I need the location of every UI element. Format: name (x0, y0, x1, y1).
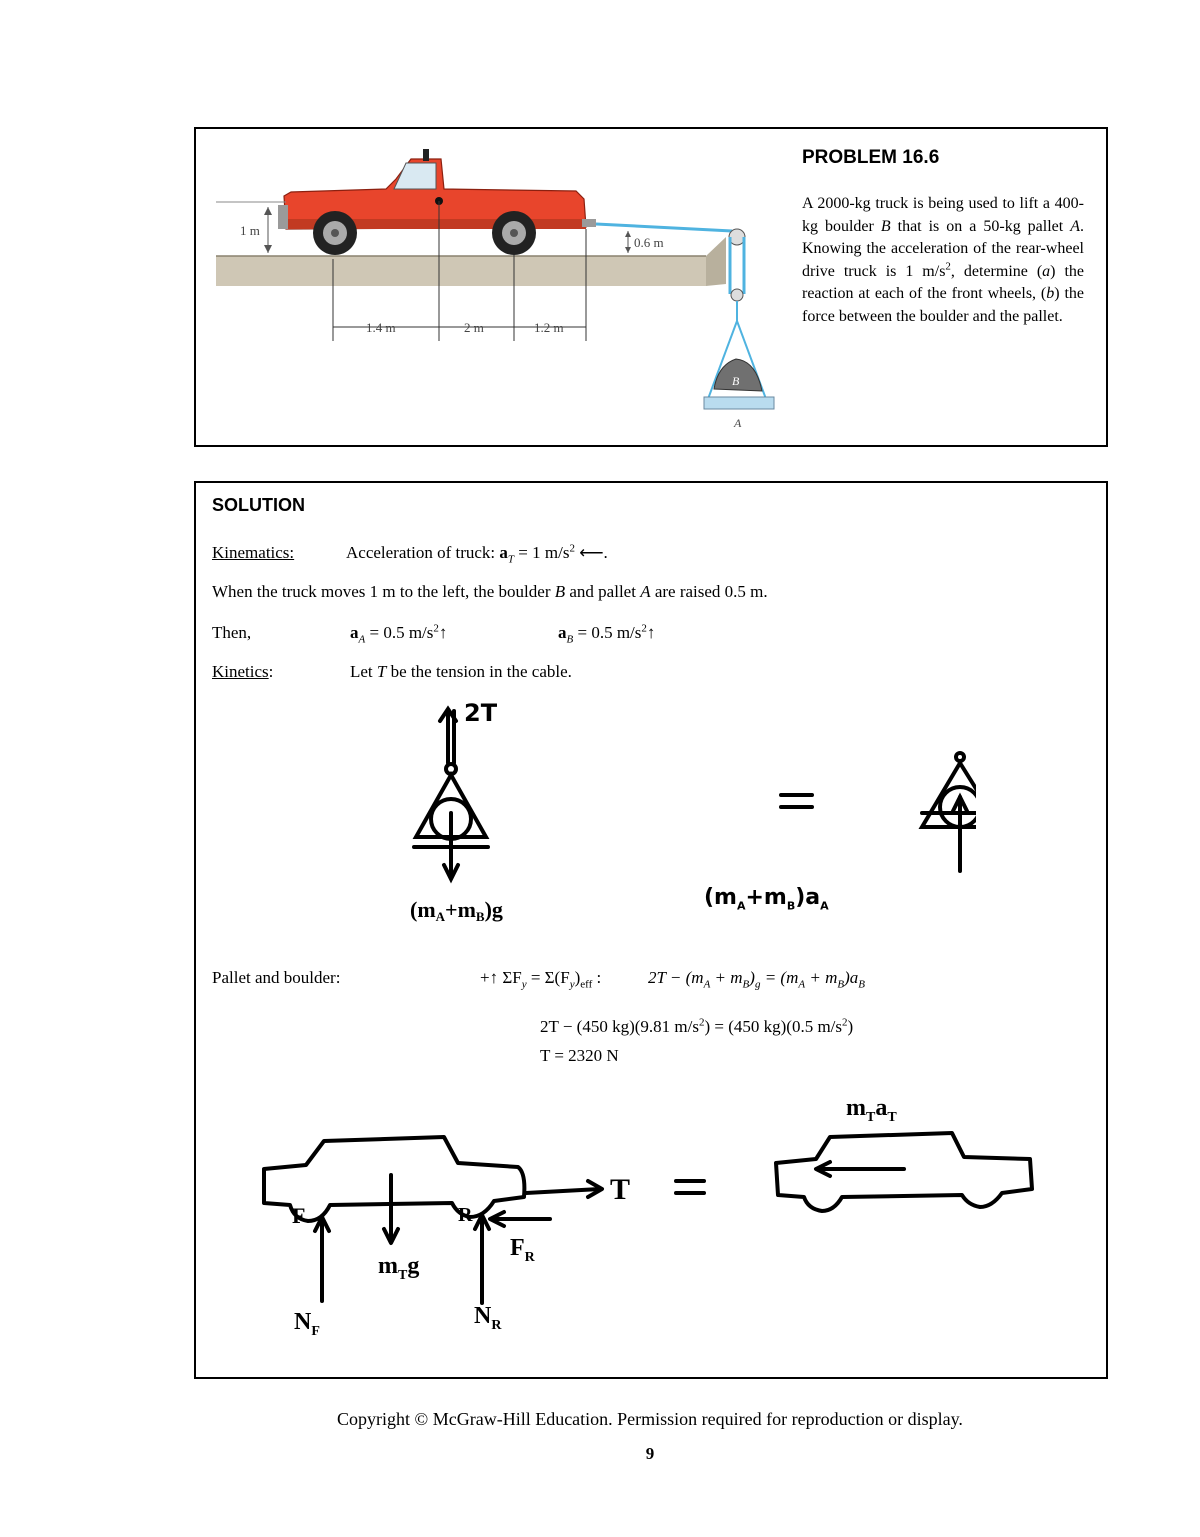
equation-newton: $2T - (m_A + m_B)_g = (m_A + m_B)a_B$ (648, 968, 865, 991)
fbd2-T-label: T (610, 1173, 631, 1206)
copyright-notice: Copyright © McGraw-Hill Education. Permission required for reproduction or display. (337, 1409, 963, 1429)
label-dim-3: 1.2 m (534, 320, 564, 335)
solution-box (194, 481, 1108, 1379)
label-dim-2: 2 m (464, 320, 484, 335)
truck-figure (196, 129, 796, 445)
kinematics-text: Acceleration of truck: $a_T = 1$ $m/s^2$ ⟵. (346, 542, 608, 566)
label-boulder: B (732, 374, 740, 388)
a-B-value: $a_B = 0.5$ $m/s^2↑$ (558, 622, 656, 646)
fbd2-weight-label: $m_Tg$ (378, 1253, 420, 1283)
then-line: Then, $a_A = 0.5$ $m/s^2↑$ $a_B = 0.5$ $m/s^2↑$ (212, 622, 656, 646)
fbd1-weight-label: (mA+mB)g (410, 897, 503, 924)
fbd-truck (196, 1093, 1096, 1363)
fbd1-2T-label: 2T (464, 701, 498, 727)
fbd2-inertia-label: $m_Ta_T$ (846, 1095, 897, 1125)
pallet-boulder-label: Pallet and boulder: (212, 968, 341, 987)
fbd2-NR-label: $N_R$ (474, 1303, 502, 1333)
kinematics-label: Kinematics: (212, 543, 295, 562)
problem-statement: A 2000-kg truck is being used to lift a 400-kg boulder B that is on a 50-kg pallet A. Knowing the acceleration of the rear-wheel drive truck is 1 $m/s^2$, determine (a) the reaction at each of the front wheels, (b) the force between the boulder and the pallet. (802, 195, 1085, 325)
equation-sum-forces: +↑ $\Sigma F_y = \Sigma(F_y)_{eff}$ : (480, 968, 602, 991)
solution-title: SOLUTION (212, 495, 305, 515)
label-pallet: A (734, 416, 742, 430)
fbd1-inertia-label: $(m_A+m_B)a_A$ (704, 885, 829, 913)
fbd2-FR-label: $F_R$ (510, 1235, 535, 1265)
label-dim-1: 1.4 m (366, 320, 396, 335)
fbd-pallet-boulder (376, 701, 976, 941)
kinetics-line: Kinetics: Let T be the tension in the cable. (212, 662, 572, 681)
a-A-value: $a_A = 0.5$ $m/s^2↑$ (350, 622, 448, 646)
raise-line: When the truck moves 1 m to the left, the boulder B and pallet A are raised 0.5 m. (212, 582, 768, 601)
ground (216, 256, 706, 286)
ground-edge-ramp (706, 237, 726, 286)
fbd2-R-label: R (458, 1204, 473, 1226)
equation-tension-result: T = 2320 N (540, 1046, 619, 1065)
equation-numeric: 2T − (450 kg)(9.81 $m/s^2) = (450$ kg)(0.5 $m/s^2$) (540, 1016, 854, 1036)
fbd2-NF-label: $N_F$ (294, 1309, 320, 1339)
fbd2-F-label: F (292, 1203, 306, 1228)
truck (278, 149, 596, 255)
problem-title: PROBLEM 16.6 (802, 147, 940, 168)
pallet-a (704, 397, 774, 409)
label-hitch: 0.6 m (634, 235, 664, 250)
page-number: 9 (645, 1444, 655, 1463)
problem-box (194, 127, 1108, 447)
label-height: 1 m (240, 223, 260, 238)
kinematics-line (212, 542, 608, 566)
